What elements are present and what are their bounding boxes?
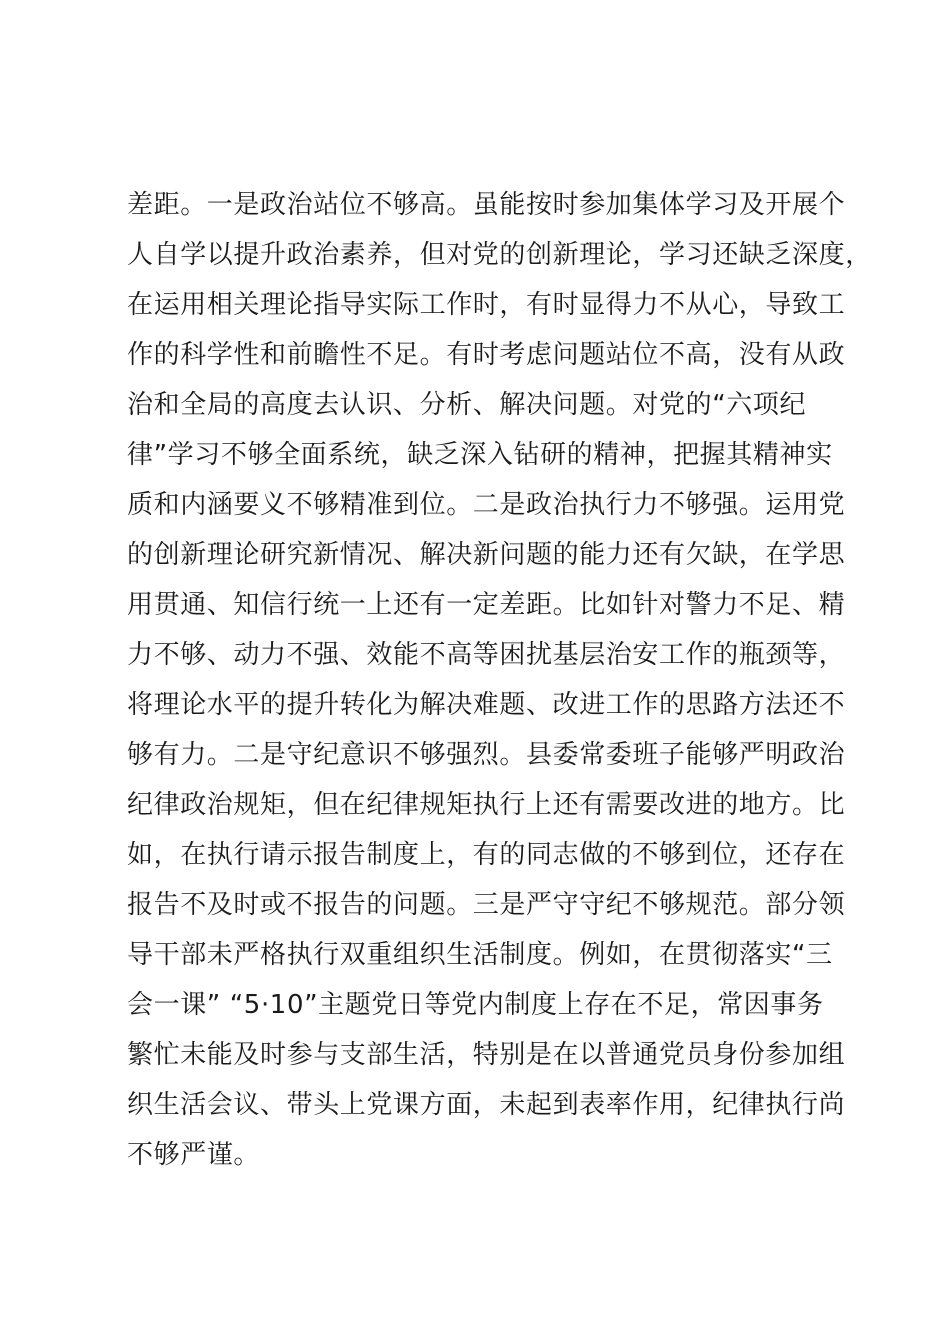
text-line: 差距。一是政治站位不够高。虽能按时参加集体学习及开展个 [127, 190, 846, 220]
text-line: 作的科学性和前瞻性不足。有时考虑问题站位不高，没有从政 [127, 340, 846, 370]
text-line: 用贯通、知信行统一上还有一定差距。比如针对警力不足、精 [127, 590, 846, 620]
text-line: 如，在执行请示报告制度上，有的同志做的不够到位，还存在 [127, 840, 846, 870]
text-line: 织生活会议、带头上党课方面，未起到表率作用，纪律执行尚 [127, 1090, 846, 1120]
text-line: 将理论水平的提升转化为解决难题、改进工作的思路方法还不 [127, 690, 846, 720]
text-line: 的创新理论研究新情况、解决新问题的能力还有欠缺，在学思 [127, 540, 846, 570]
text-line: 在运用相关理论指导实际工作时，有时显得力不从心，导致工 [127, 290, 846, 320]
text-line: 报告不及时或不报告的问题。三是严守守纪不够规范。部分领 [127, 890, 846, 920]
text-line: 繁忙未能及时参与支部生活，特别是在以普通党员身份参加组 [127, 1040, 846, 1070]
text-line: 质和内涵要义不够精准到位。二是政治执行力不够强。运用党 [127, 490, 846, 520]
text-line: 人自学以提升政治素养，但对党的创新理论，学习还缺乏深度， [127, 240, 872, 270]
text-line: 治和全局的高度去认识、分析、解决问题。对党的“六项纪 [127, 390, 807, 420]
text-line: 纪律政治规矩，但在纪律规矩执行上还有需要改进的地方。比 [127, 790, 846, 820]
body-paragraph [127, 180, 872, 1180]
text-line: 不够严谨。 [127, 1140, 261, 1170]
text-line: 会一课” “5·10”主题党日等党内制度上存在不足，常因事务 [127, 990, 824, 1020]
text-line: 律”学习不够全面系统，缺乏深入钻研的精神，把握其精神实 [127, 440, 833, 470]
text-line: 导干部未严格执行双重组织生活制度。例如，在贯彻落实“三 [127, 940, 833, 970]
text-line: 力不够、动力不强、效能不高等困扰基层治安工作的瓶颈等， [127, 640, 846, 670]
text-line: 够有力。二是守纪意识不够强烈。县委常委班子能够严明政治 [127, 740, 846, 770]
